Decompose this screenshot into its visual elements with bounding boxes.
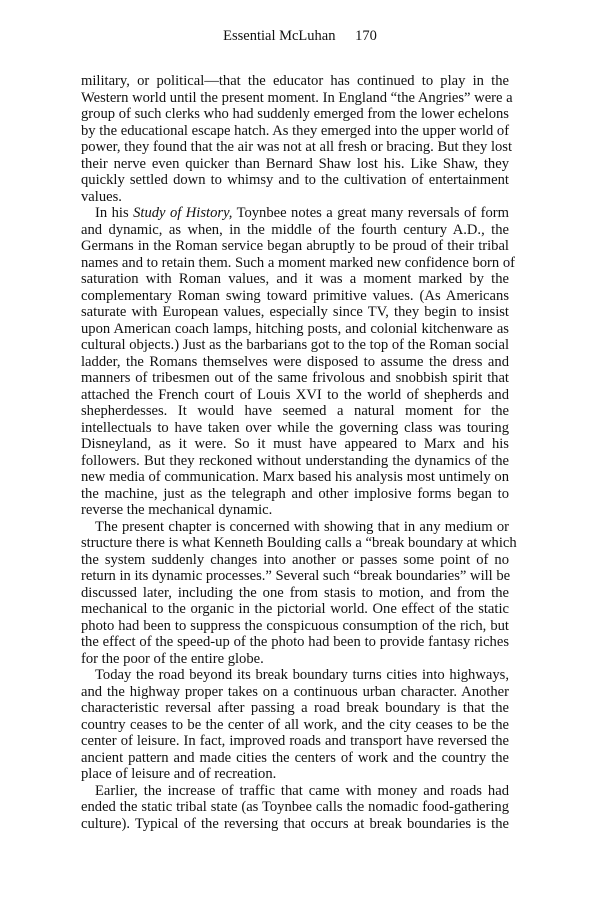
paragraph-3 <box>81 518 517 668</box>
text-line: saturate with European values, especially since TV, they begin to insist <box>81 304 509 320</box>
text-line: ancient pattern and made cities the centers of work and the country the <box>81 749 509 766</box>
text-line: structure there is what Kenneth Boulding calls a “break boundary at which <box>81 535 517 551</box>
text-line: values. <box>81 188 122 205</box>
text-line: ended the static tribal state (as Toynbee calls the nomadic food-gathering <box>81 799 509 815</box>
text-line: mechanical to the organic in the pictorial world. One effect of the static <box>81 601 509 617</box>
running-header <box>0 27 600 45</box>
text-line: attached the French court of Louis XVI to the world of shepherds and <box>81 386 509 403</box>
text-line: Today the road beyond its break boundary turns cities into highways, <box>95 667 509 683</box>
text-line: group of such clerks who had suddenly emerged from the lower echelons <box>81 106 509 122</box>
text-line: saturation with Roman values, and it was a moment marked by the <box>81 271 509 287</box>
paragraph-2 <box>81 205 516 519</box>
text-line: and the highway proper takes on a continuous urban character. Another <box>81 683 509 700</box>
page-number: 170 <box>355 28 377 44</box>
text-line: and dynamic, as when, in the middle of the fourth century A.D., the <box>81 221 509 238</box>
text-line: Western world until the present moment. In England “the Angries” were a <box>81 89 513 106</box>
page-body <box>81 73 517 832</box>
text-line: Germans in the Roman service began abruptly to be proud of their tribal <box>81 238 509 254</box>
text-line: culture). Typical of the reversing that occurs at break boundaries is the <box>81 815 509 832</box>
text-line: the effect of the speed-up of the photo had been to provide fantasy riches <box>81 634 509 650</box>
text-line: followers. But they reckoned without understanding the dynamics of the <box>81 452 509 469</box>
text-line: place of leisure and of recreation. <box>81 766 277 782</box>
text-line: their nerve even quicker than Bernard Shaw lost his. Like Shaw, they <box>81 155 509 172</box>
paragraph-1 <box>81 73 513 205</box>
paragraph-5 <box>81 783 509 833</box>
text-line: quickly settled down to whimsy and to the cultivation of entertainment <box>81 172 509 188</box>
text-line-with-italic-title <box>81 205 509 222</box>
text-line: new media of communication. Marx based his analysis most untimely on <box>81 469 509 485</box>
paragraph-4 <box>81 667 509 783</box>
text-line: country ceases to be the center of all work, and the city ceases to be the <box>81 716 509 733</box>
text-line: upon American coach lamps, hitching posts, and colonial kitchenware as <box>81 320 509 337</box>
text-line: characteristic reversal after passing a road break boundary is that the <box>81 700 509 716</box>
text-line: military, or political—that the educator has continued to play in the <box>81 73 509 89</box>
book-title-italic: Study of History, <box>133 205 233 221</box>
text-line: discussed later, including the one from stasis to motion, and from the <box>81 584 509 601</box>
text-line: names and to retain them. Such a moment marked new confidence born of <box>81 254 516 271</box>
text-line: Disneyland, as it were. So it must have appeared to Marx and his <box>81 436 509 452</box>
text-run: In his <box>95 205 134 221</box>
text-line: power, they found that the air was not at all fresh or bracing. But they lost <box>81 139 513 155</box>
text-line: cultural objects.) Just as the barbarians got to the top of the Roman social <box>81 337 509 353</box>
text-line: photo had been to suppress the conspicuous consumption of the rich, but <box>81 617 509 634</box>
text-line: by the educational escape hatch. As they emerged into the upper world of <box>81 122 510 139</box>
text-line: for the poor of the entire globe. <box>81 650 264 667</box>
text-line: Earlier, the increase of traffic that came with money and roads had <box>95 782 509 799</box>
book-title: Essential McLuhan <box>223 28 336 44</box>
text-line: the machine, just as the telegraph and other implosive forms began to <box>81 485 509 502</box>
text-line: ladder, the Romans themselves were disposed to assume the dress and <box>81 353 509 370</box>
text-line: reverse the mechanical dynamic. <box>81 502 273 518</box>
text-line: complementary Roman swing toward primitive values. (As Americans <box>81 287 509 304</box>
text-line: manners of tribesmen out of the same frivolous and snobbish spirit that <box>81 370 509 386</box>
text-line: the system suddenly changes into another or passes some point of no <box>81 551 509 568</box>
text-line: The present chapter is concerned with showing that in any medium or <box>95 518 509 535</box>
text-line: center of leisure. In fact, improved roads and transport have reversed the <box>81 733 509 749</box>
text-line: intellectuals to have taken over while the governing class was touring <box>81 419 509 436</box>
text-line: return in its dynamic processes.” Several such “break boundaries” will be <box>81 568 511 584</box>
text-line: shepherdesses. It would have seemed a natural moment for the <box>81 403 509 419</box>
text-run: Toynbee notes a great many reversals of form <box>232 205 509 221</box>
